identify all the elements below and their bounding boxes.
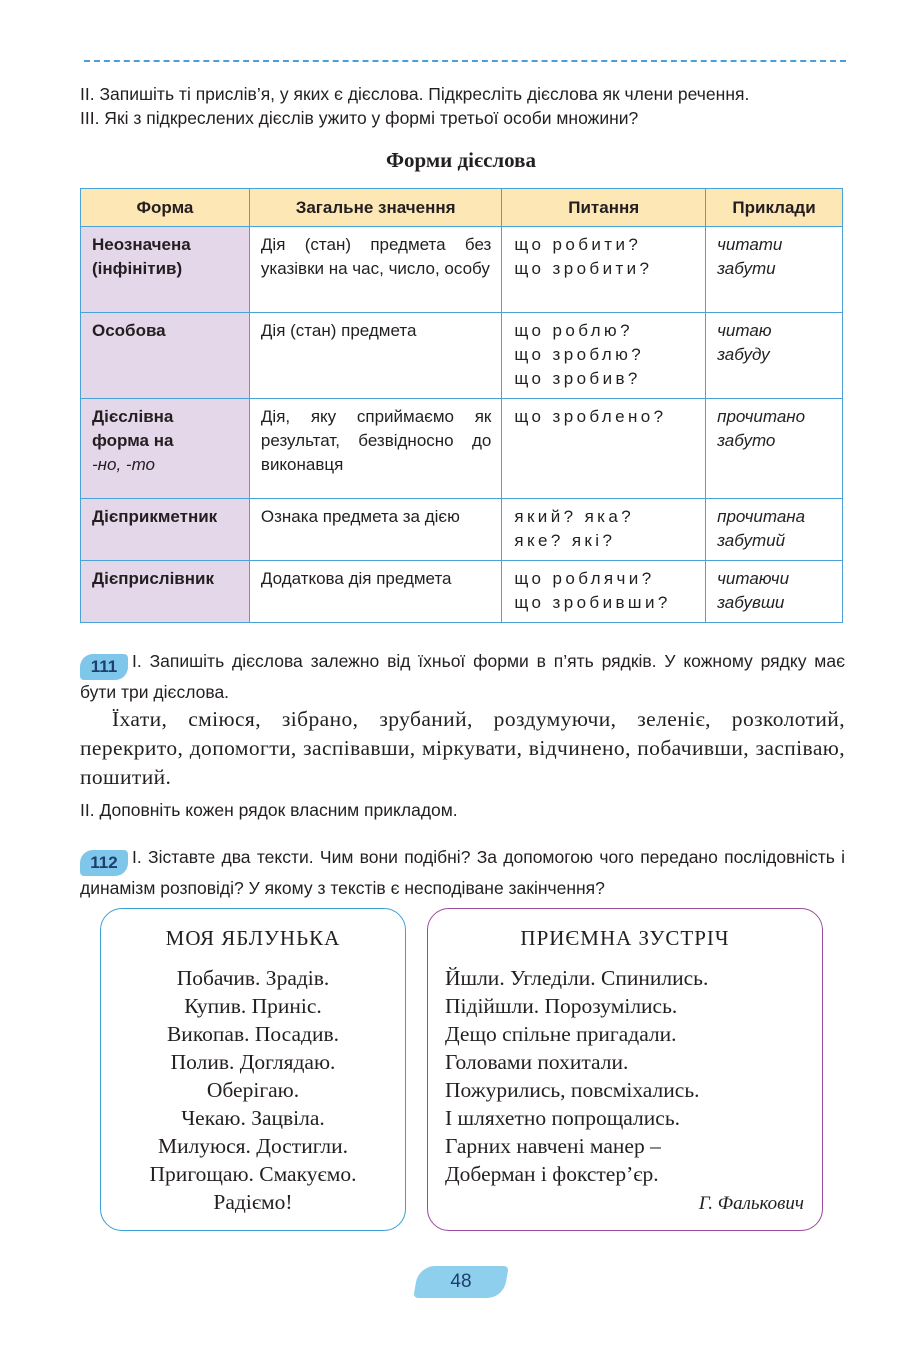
- exercise-112-text: I. Зіставте два тексти. Чим вони подібні? За допомогою чого передано послідовність і динамізм розповіді? У якому з текстів є несподіване закінчення?: [80, 847, 845, 898]
- form-cell: Дієслівна форма на -но, -то: [81, 399, 250, 499]
- question-cell: що зроблено?: [502, 399, 706, 499]
- table-row: [81, 561, 843, 623]
- exercise-number-badge: 112: [80, 850, 128, 876]
- exercise-111-text: I. Запишіть дієслова залежно від їхньої форми в п’ять рядків. У кожному рядку має бути три дієслова.: [80, 651, 845, 702]
- table-title: Форми дієслова: [385, 148, 536, 172]
- header-questions: Питання: [502, 189, 706, 227]
- poem-title: ПРИЄМНА ЗУСТРІЧ: [520, 926, 730, 950]
- poem-line: Йшли. Угледіли. Спинились.: [445, 966, 709, 990]
- exercise-111-words: Їхати, сміюся, зібрано, зрубаний, роздумуючи, зеленіє, розколотий, перекрито, допомогти, заспівавши, міркувати, відчинено, побачивши, заспіваю, пошитий.: [80, 707, 845, 789]
- meaning-cell: Дія, яку сприймаємо як результат, безвідносно до виконавця: [249, 399, 501, 499]
- poem-line: І шляхетно попрощались.: [445, 1106, 680, 1130]
- table-row: [81, 399, 843, 499]
- poem-line: Гарних навчені манер –: [445, 1134, 661, 1158]
- poem-line: Радіємо!: [213, 1190, 293, 1214]
- exercise-111-task: [80, 649, 845, 704]
- form-cell: Неозначена (інфінітив): [81, 227, 250, 313]
- poem-author: Г. Фалькович: [698, 1193, 804, 1214]
- poem-title: МОЯ ЯБЛУНЬКА: [165, 926, 341, 950]
- poem-line: Полив. Доглядаю.: [170, 1050, 336, 1074]
- poem-line: Побачив. Зрадів.: [176, 966, 330, 990]
- top-dashed-rule: [84, 60, 846, 62]
- poem-lines: [101, 964, 405, 1216]
- meaning-cell: Ознака предмета за дією: [249, 499, 501, 561]
- form-cell: Дієприслівник: [81, 561, 250, 623]
- intro-task-3: III. Які з підкреслених дієслів ужито у формі третьої особи множини?: [80, 108, 639, 128]
- poem-line: Купив. Приніс.: [184, 994, 322, 1018]
- page-number: 48: [450, 1271, 472, 1292]
- poem-line: Чекаю. Зацвіла.: [181, 1106, 325, 1130]
- page-number-badge: [413, 1266, 509, 1298]
- question-cell: що роблю? що зроблю? що зробив?: [502, 313, 706, 399]
- exercise-111-task-2: II. Доповніть кожен рядок власним прикладом.: [80, 800, 458, 820]
- poem-line: Оберігаю.: [206, 1078, 300, 1102]
- form-cell: Дієприкметник: [81, 499, 250, 561]
- table-row: [81, 313, 843, 399]
- poem-line: Викопав. Посадив.: [166, 1022, 340, 1046]
- meaning-cell: Дія (стан) предмета без указівки на час, число, особу: [249, 227, 501, 313]
- intro-tasks: [80, 82, 848, 130]
- poem-box-left: [100, 908, 406, 1231]
- header-examples: Приклади: [706, 189, 843, 227]
- examples-cell: читаючи забувши: [706, 561, 843, 623]
- exercise-number-badge: 111: [80, 654, 128, 680]
- exercise-112-task: [80, 845, 845, 900]
- examples-cell: прочитано забуто: [706, 399, 843, 499]
- header-meaning: Загальне значення: [249, 189, 501, 227]
- table-row: [81, 227, 843, 313]
- poem-line: Підійшли. Порозумілись.: [445, 994, 678, 1018]
- poem-line: Доберман і фокстер’єр.: [445, 1162, 659, 1186]
- examples-cell: прочитана забутий: [706, 499, 843, 561]
- verb-forms-table: [80, 188, 843, 623]
- poem-line: Пригощаю. Смакуємо.: [149, 1162, 357, 1186]
- meaning-cell: Дія (стан) предмета: [249, 313, 501, 399]
- poem-lines: [428, 964, 822, 1188]
- table-row: [81, 499, 843, 561]
- header-form: Форма: [81, 189, 250, 227]
- intro-task-2: II. Запишіть ті прислів’я, у яких є дієслова. Підкресліть дієслова як члени речення.: [80, 84, 750, 104]
- poem-line: Головами похитали.: [445, 1050, 629, 1074]
- form-cell: Особова: [81, 313, 250, 399]
- table-header-row: [81, 189, 843, 227]
- poem-line: Пожурились, повсміхались.: [445, 1078, 700, 1102]
- poem-line: Милуюся. Достигли.: [157, 1134, 349, 1158]
- meaning-cell: Додаткова дія предмета: [249, 561, 501, 623]
- examples-cell: читаю забуду: [706, 313, 843, 399]
- examples-cell: читати забути: [706, 227, 843, 313]
- question-cell: що роблячи? що зробивши?: [502, 561, 706, 623]
- question-cell: що робити? що зробити?: [502, 227, 706, 313]
- question-cell: який? яка? яке? які?: [502, 499, 706, 561]
- poem-line: Дещо спільне пригадали.: [445, 1022, 677, 1046]
- poem-box-right: [427, 908, 823, 1231]
